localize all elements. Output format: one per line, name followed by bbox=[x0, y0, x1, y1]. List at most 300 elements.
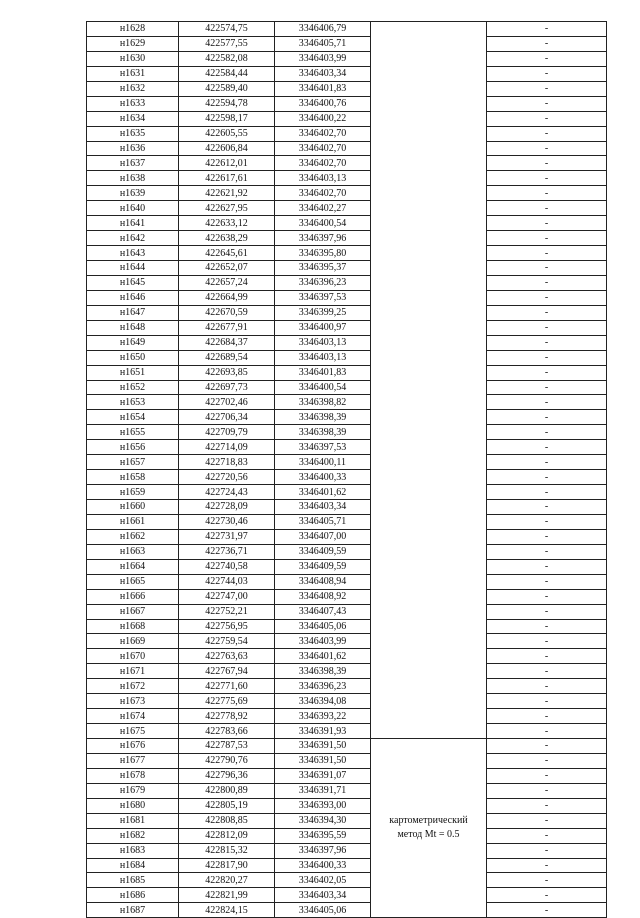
note-cell: - bbox=[487, 440, 607, 455]
note-cell: - bbox=[487, 111, 607, 126]
point-id-cell: н1653 bbox=[87, 395, 179, 410]
y-coordinate-cell: 3346407,43 bbox=[275, 604, 371, 619]
y-coordinate-cell: 3346400,54 bbox=[275, 380, 371, 395]
table-row bbox=[87, 529, 607, 544]
y-coordinate-cell: 3346391,07 bbox=[275, 768, 371, 783]
x-coordinate-cell: 422800,89 bbox=[179, 783, 275, 798]
y-coordinate-cell: 3346408,92 bbox=[275, 589, 371, 604]
table-row bbox=[87, 649, 607, 664]
note-cell: - bbox=[487, 470, 607, 485]
note-cell: - bbox=[487, 634, 607, 649]
note-cell: - bbox=[487, 813, 607, 828]
point-id-cell: н1634 bbox=[87, 111, 179, 126]
point-id-cell: н1682 bbox=[87, 828, 179, 843]
note-cell: - bbox=[487, 753, 607, 768]
x-coordinate-cell: 422584,44 bbox=[179, 66, 275, 81]
x-coordinate-cell: 422617,61 bbox=[179, 171, 275, 186]
note-cell: - bbox=[487, 126, 607, 141]
y-coordinate-cell: 3346391,71 bbox=[275, 783, 371, 798]
note-cell: - bbox=[487, 36, 607, 51]
note-cell: - bbox=[487, 559, 607, 574]
coordinates-table bbox=[86, 21, 607, 918]
point-id-cell: н1663 bbox=[87, 544, 179, 559]
y-coordinate-cell: 3346400,33 bbox=[275, 858, 371, 873]
table-row bbox=[87, 470, 607, 485]
note-cell: - bbox=[487, 574, 607, 589]
y-coordinate-cell: 3346402,70 bbox=[275, 141, 371, 156]
table-row bbox=[87, 440, 607, 455]
x-coordinate-cell: 422808,85 bbox=[179, 813, 275, 828]
y-coordinate-cell: 3346403,99 bbox=[275, 51, 371, 66]
table-row bbox=[87, 634, 607, 649]
x-coordinate-cell: 422574,75 bbox=[179, 22, 275, 37]
table-row bbox=[87, 873, 607, 888]
note-cell: - bbox=[487, 828, 607, 843]
table-row bbox=[87, 888, 607, 903]
note-cell: - bbox=[487, 320, 607, 335]
point-id-cell: н1674 bbox=[87, 709, 179, 724]
y-coordinate-cell: 3346400,22 bbox=[275, 111, 371, 126]
x-coordinate-cell: 422824,15 bbox=[179, 903, 275, 918]
table-row bbox=[87, 171, 607, 186]
y-coordinate-cell: 3346402,70 bbox=[275, 126, 371, 141]
y-coordinate-cell: 3346403,34 bbox=[275, 888, 371, 903]
x-coordinate-cell: 422702,46 bbox=[179, 395, 275, 410]
point-id-cell: н1681 bbox=[87, 813, 179, 828]
table-row bbox=[87, 141, 607, 156]
point-id-cell: н1659 bbox=[87, 485, 179, 500]
table-row bbox=[87, 724, 607, 739]
note-cell: - bbox=[487, 246, 607, 261]
point-id-cell: н1639 bbox=[87, 186, 179, 201]
point-id-cell: н1638 bbox=[87, 171, 179, 186]
point-id-cell: н1655 bbox=[87, 425, 179, 440]
table-row bbox=[87, 231, 607, 246]
note-cell: - bbox=[487, 22, 607, 37]
y-coordinate-cell: 3346395,59 bbox=[275, 828, 371, 843]
x-coordinate-cell: 422709,79 bbox=[179, 425, 275, 440]
table-row bbox=[87, 559, 607, 574]
table-row bbox=[87, 261, 607, 276]
table-row bbox=[87, 455, 607, 470]
table-row bbox=[87, 798, 607, 813]
table-row bbox=[87, 709, 607, 724]
table-row bbox=[87, 903, 607, 918]
y-coordinate-cell: 3346400,11 bbox=[275, 455, 371, 470]
point-id-cell: н1641 bbox=[87, 216, 179, 231]
x-coordinate-cell: 422815,32 bbox=[179, 843, 275, 858]
note-cell: - bbox=[487, 425, 607, 440]
y-coordinate-cell: 3346397,96 bbox=[275, 843, 371, 858]
note-cell: - bbox=[487, 275, 607, 290]
x-coordinate-cell: 422638,29 bbox=[179, 231, 275, 246]
table-row bbox=[87, 36, 607, 51]
table-row bbox=[87, 604, 607, 619]
note-cell: - bbox=[487, 290, 607, 305]
method-text-line1: картометрический bbox=[389, 815, 468, 827]
point-id-cell: н1633 bbox=[87, 96, 179, 111]
table-row bbox=[87, 365, 607, 380]
y-coordinate-cell: 3346403,13 bbox=[275, 350, 371, 365]
y-coordinate-cell: 3346395,80 bbox=[275, 246, 371, 261]
table-row bbox=[87, 275, 607, 290]
y-coordinate-cell: 3346400,76 bbox=[275, 96, 371, 111]
point-id-cell: н1636 bbox=[87, 141, 179, 156]
table-row bbox=[87, 96, 607, 111]
note-cell: - bbox=[487, 186, 607, 201]
note-cell: - bbox=[487, 365, 607, 380]
x-coordinate-cell: 422633,12 bbox=[179, 216, 275, 231]
table-row bbox=[87, 664, 607, 679]
point-id-cell: н1672 bbox=[87, 679, 179, 694]
note-cell: - bbox=[487, 455, 607, 470]
x-coordinate-cell: 422697,73 bbox=[179, 380, 275, 395]
note-cell: - bbox=[487, 664, 607, 679]
y-coordinate-cell: 3346400,97 bbox=[275, 320, 371, 335]
x-coordinate-cell: 422598,17 bbox=[179, 111, 275, 126]
x-coordinate-cell: 422763,63 bbox=[179, 649, 275, 664]
point-id-cell: н1679 bbox=[87, 783, 179, 798]
point-id-cell: н1665 bbox=[87, 574, 179, 589]
note-cell: - bbox=[487, 350, 607, 365]
x-coordinate-cell: 422720,56 bbox=[179, 470, 275, 485]
point-id-cell: н1677 bbox=[87, 753, 179, 768]
note-cell: - bbox=[487, 589, 607, 604]
table-row bbox=[87, 395, 607, 410]
point-id-cell: н1642 bbox=[87, 231, 179, 246]
x-coordinate-cell: 422670,59 bbox=[179, 305, 275, 320]
point-id-cell: н1668 bbox=[87, 619, 179, 634]
note-cell: - bbox=[487, 709, 607, 724]
point-id-cell: н1680 bbox=[87, 798, 179, 813]
table-row bbox=[87, 783, 607, 798]
point-id-cell: н1666 bbox=[87, 589, 179, 604]
point-id-cell: н1635 bbox=[87, 126, 179, 141]
point-id-cell: н1671 bbox=[87, 664, 179, 679]
point-id-cell: н1648 bbox=[87, 320, 179, 335]
table-row bbox=[87, 813, 607, 828]
point-id-cell: н1637 bbox=[87, 156, 179, 171]
y-coordinate-cell: 3346405,71 bbox=[275, 514, 371, 529]
x-coordinate-cell: 422752,21 bbox=[179, 604, 275, 619]
table-row bbox=[87, 574, 607, 589]
y-coordinate-cell: 3346397,53 bbox=[275, 290, 371, 305]
x-coordinate-cell: 422812,09 bbox=[179, 828, 275, 843]
table-row bbox=[87, 753, 607, 768]
y-coordinate-cell: 3346401,83 bbox=[275, 365, 371, 380]
note-cell: - bbox=[487, 679, 607, 694]
note-cell: - bbox=[487, 395, 607, 410]
x-coordinate-cell: 422706,34 bbox=[179, 410, 275, 425]
table-row bbox=[87, 22, 607, 37]
coordinates-table-body bbox=[87, 22, 607, 918]
point-id-cell: н1654 bbox=[87, 410, 179, 425]
x-coordinate-cell: 422589,40 bbox=[179, 81, 275, 96]
note-cell: - bbox=[487, 843, 607, 858]
point-id-cell: н1649 bbox=[87, 335, 179, 350]
table-row bbox=[87, 186, 607, 201]
y-coordinate-cell: 3346397,96 bbox=[275, 231, 371, 246]
x-coordinate-cell: 422652,07 bbox=[179, 261, 275, 276]
x-coordinate-cell: 422756,95 bbox=[179, 619, 275, 634]
method-cell bbox=[371, 739, 487, 918]
note-cell: - bbox=[487, 66, 607, 81]
y-coordinate-cell: 3346402,27 bbox=[275, 201, 371, 216]
note-cell: - bbox=[487, 216, 607, 231]
point-id-cell: н1647 bbox=[87, 305, 179, 320]
point-id-cell: н1657 bbox=[87, 455, 179, 470]
x-coordinate-cell: 422612,01 bbox=[179, 156, 275, 171]
table-row bbox=[87, 694, 607, 709]
x-coordinate-cell: 422577,55 bbox=[179, 36, 275, 51]
point-id-cell: н1676 bbox=[87, 739, 179, 754]
y-coordinate-cell: 3346407,00 bbox=[275, 529, 371, 544]
note-cell: - bbox=[487, 739, 607, 754]
x-coordinate-cell: 422796,36 bbox=[179, 768, 275, 783]
note-cell: - bbox=[487, 514, 607, 529]
point-id-cell: н1678 bbox=[87, 768, 179, 783]
point-id-cell: н1683 bbox=[87, 843, 179, 858]
note-cell: - bbox=[487, 529, 607, 544]
table-row bbox=[87, 425, 607, 440]
y-coordinate-cell: 3346401,62 bbox=[275, 485, 371, 500]
table-row bbox=[87, 350, 607, 365]
note-cell: - bbox=[487, 201, 607, 216]
note-cell: - bbox=[487, 724, 607, 739]
x-coordinate-cell: 422728,09 bbox=[179, 500, 275, 515]
y-coordinate-cell: 3346402,70 bbox=[275, 186, 371, 201]
x-coordinate-cell: 422790,76 bbox=[179, 753, 275, 768]
table-row bbox=[87, 768, 607, 783]
x-coordinate-cell: 422805,19 bbox=[179, 798, 275, 813]
table-row bbox=[87, 514, 607, 529]
y-coordinate-cell: 3346391,93 bbox=[275, 724, 371, 739]
table-row bbox=[87, 335, 607, 350]
x-coordinate-cell: 422718,83 bbox=[179, 455, 275, 470]
point-id-cell: н1644 bbox=[87, 261, 179, 276]
point-id-cell: н1684 bbox=[87, 858, 179, 873]
table-row bbox=[87, 320, 607, 335]
point-id-cell: н1660 bbox=[87, 500, 179, 515]
y-coordinate-cell: 3346393,00 bbox=[275, 798, 371, 813]
note-cell: - bbox=[487, 604, 607, 619]
table-row bbox=[87, 246, 607, 261]
point-id-cell: н1670 bbox=[87, 649, 179, 664]
x-coordinate-cell: 422582,08 bbox=[179, 51, 275, 66]
x-coordinate-cell: 422767,94 bbox=[179, 664, 275, 679]
x-coordinate-cell: 422731,97 bbox=[179, 529, 275, 544]
point-id-cell: н1662 bbox=[87, 529, 179, 544]
x-coordinate-cell: 422621,92 bbox=[179, 186, 275, 201]
x-coordinate-cell: 422657,24 bbox=[179, 275, 275, 290]
note-cell: - bbox=[487, 873, 607, 888]
point-id-cell: н1632 bbox=[87, 81, 179, 96]
table-row bbox=[87, 500, 607, 515]
y-coordinate-cell: 3346401,62 bbox=[275, 649, 371, 664]
note-cell: - bbox=[487, 903, 607, 918]
table-row bbox=[87, 410, 607, 425]
x-coordinate-cell: 422736,71 bbox=[179, 544, 275, 559]
x-coordinate-cell: 422778,92 bbox=[179, 709, 275, 724]
y-coordinate-cell: 3346405,06 bbox=[275, 903, 371, 918]
y-coordinate-cell: 3346391,50 bbox=[275, 739, 371, 754]
x-coordinate-cell: 422783,66 bbox=[179, 724, 275, 739]
y-coordinate-cell: 3346400,54 bbox=[275, 216, 371, 231]
y-coordinate-cell: 3346393,22 bbox=[275, 709, 371, 724]
point-id-cell: н1686 bbox=[87, 888, 179, 903]
table-row bbox=[87, 81, 607, 96]
x-coordinate-cell: 422747,00 bbox=[179, 589, 275, 604]
point-id-cell: н1661 bbox=[87, 514, 179, 529]
y-coordinate-cell: 3346398,82 bbox=[275, 395, 371, 410]
table-row bbox=[87, 156, 607, 171]
point-id-cell: н1646 bbox=[87, 290, 179, 305]
note-cell: - bbox=[487, 888, 607, 903]
table-row bbox=[87, 111, 607, 126]
table-row bbox=[87, 544, 607, 559]
point-id-cell: н1651 bbox=[87, 365, 179, 380]
y-coordinate-cell: 3346396,23 bbox=[275, 679, 371, 694]
x-coordinate-cell: 422787,53 bbox=[179, 739, 275, 754]
note-cell: - bbox=[487, 380, 607, 395]
table-row bbox=[87, 858, 607, 873]
y-coordinate-cell: 3346403,99 bbox=[275, 634, 371, 649]
y-coordinate-cell: 3346398,39 bbox=[275, 664, 371, 679]
x-coordinate-cell: 422820,27 bbox=[179, 873, 275, 888]
table-row bbox=[87, 201, 607, 216]
point-id-cell: н1667 bbox=[87, 604, 179, 619]
note-cell: - bbox=[487, 858, 607, 873]
note-cell: - bbox=[487, 81, 607, 96]
note-cell: - bbox=[487, 410, 607, 425]
y-coordinate-cell: 3346403,34 bbox=[275, 500, 371, 515]
y-coordinate-cell: 3346408,94 bbox=[275, 574, 371, 589]
note-cell: - bbox=[487, 500, 607, 515]
point-id-cell: н1687 bbox=[87, 903, 179, 918]
table-row bbox=[87, 589, 607, 604]
x-coordinate-cell: 422771,60 bbox=[179, 679, 275, 694]
note-cell: - bbox=[487, 783, 607, 798]
point-id-cell: н1630 bbox=[87, 51, 179, 66]
note-cell: - bbox=[487, 305, 607, 320]
point-id-cell: н1645 bbox=[87, 275, 179, 290]
method-cell-empty bbox=[371, 22, 487, 739]
y-coordinate-cell: 3346396,23 bbox=[275, 275, 371, 290]
x-coordinate-cell: 422645,61 bbox=[179, 246, 275, 261]
note-cell: - bbox=[487, 231, 607, 246]
y-coordinate-cell: 3346399,25 bbox=[275, 305, 371, 320]
table-row bbox=[87, 216, 607, 231]
y-coordinate-cell: 3346395,37 bbox=[275, 261, 371, 276]
table-row bbox=[87, 739, 607, 754]
method-text-line2: метод Mt = 0.5 bbox=[397, 829, 460, 841]
y-coordinate-cell: 3346409,59 bbox=[275, 559, 371, 574]
x-coordinate-cell: 422689,54 bbox=[179, 350, 275, 365]
y-coordinate-cell: 3346400,33 bbox=[275, 470, 371, 485]
note-cell: - bbox=[487, 649, 607, 664]
y-coordinate-cell: 3346398,39 bbox=[275, 410, 371, 425]
note-cell: - bbox=[487, 544, 607, 559]
note-cell: - bbox=[487, 619, 607, 634]
point-id-cell: н1643 bbox=[87, 246, 179, 261]
point-id-cell: н1675 bbox=[87, 724, 179, 739]
y-coordinate-cell: 3346406,79 bbox=[275, 22, 371, 37]
x-coordinate-cell: 422817,90 bbox=[179, 858, 275, 873]
x-coordinate-cell: 422677,91 bbox=[179, 320, 275, 335]
point-id-cell: н1658 bbox=[87, 470, 179, 485]
y-coordinate-cell: 3346403,13 bbox=[275, 171, 371, 186]
y-coordinate-cell: 3346409,59 bbox=[275, 544, 371, 559]
y-coordinate-cell: 3346398,39 bbox=[275, 425, 371, 440]
table-row bbox=[87, 619, 607, 634]
x-coordinate-cell: 422740,58 bbox=[179, 559, 275, 574]
x-coordinate-cell: 422684,37 bbox=[179, 335, 275, 350]
point-id-cell: н1629 bbox=[87, 36, 179, 51]
table-row bbox=[87, 305, 607, 320]
table-row bbox=[87, 290, 607, 305]
point-id-cell: н1669 bbox=[87, 634, 179, 649]
point-id-cell: н1628 bbox=[87, 22, 179, 37]
x-coordinate-cell: 422821,99 bbox=[179, 888, 275, 903]
x-coordinate-cell: 422627,95 bbox=[179, 201, 275, 216]
point-id-cell: н1652 bbox=[87, 380, 179, 395]
note-cell: - bbox=[487, 335, 607, 350]
table-row bbox=[87, 679, 607, 694]
table-row bbox=[87, 66, 607, 81]
table-row bbox=[87, 51, 607, 66]
y-coordinate-cell: 3346402,05 bbox=[275, 873, 371, 888]
table-row bbox=[87, 126, 607, 141]
point-id-cell: н1685 bbox=[87, 873, 179, 888]
y-coordinate-cell: 3346405,06 bbox=[275, 619, 371, 634]
x-coordinate-cell: 422724,43 bbox=[179, 485, 275, 500]
note-cell: - bbox=[487, 768, 607, 783]
point-id-cell: н1673 bbox=[87, 694, 179, 709]
x-coordinate-cell: 422759,54 bbox=[179, 634, 275, 649]
point-id-cell: н1664 bbox=[87, 559, 179, 574]
x-coordinate-cell: 422714,09 bbox=[179, 440, 275, 455]
point-id-cell: н1650 bbox=[87, 350, 179, 365]
note-cell: - bbox=[487, 694, 607, 709]
note-cell: - bbox=[487, 156, 607, 171]
x-coordinate-cell: 422730,46 bbox=[179, 514, 275, 529]
table-row bbox=[87, 843, 607, 858]
y-coordinate-cell: 3346403,13 bbox=[275, 335, 371, 350]
y-coordinate-cell: 3346403,34 bbox=[275, 66, 371, 81]
note-cell: - bbox=[487, 141, 607, 156]
point-id-cell: н1656 bbox=[87, 440, 179, 455]
x-coordinate-cell: 422693,85 bbox=[179, 365, 275, 380]
x-coordinate-cell: 422664,99 bbox=[179, 290, 275, 305]
note-cell: - bbox=[487, 96, 607, 111]
point-id-cell: н1631 bbox=[87, 66, 179, 81]
y-coordinate-cell: 3346394,08 bbox=[275, 694, 371, 709]
table-row bbox=[87, 380, 607, 395]
note-cell: - bbox=[487, 171, 607, 186]
y-coordinate-cell: 3346405,71 bbox=[275, 36, 371, 51]
y-coordinate-cell: 3346391,50 bbox=[275, 753, 371, 768]
x-coordinate-cell: 422594,78 bbox=[179, 96, 275, 111]
note-cell: - bbox=[487, 261, 607, 276]
table-row bbox=[87, 828, 607, 843]
y-coordinate-cell: 3346401,83 bbox=[275, 81, 371, 96]
x-coordinate-cell: 422775,69 bbox=[179, 694, 275, 709]
note-cell: - bbox=[487, 798, 607, 813]
x-coordinate-cell: 422606,84 bbox=[179, 141, 275, 156]
point-id-cell: н1640 bbox=[87, 201, 179, 216]
note-cell: - bbox=[487, 485, 607, 500]
y-coordinate-cell: 3346402,70 bbox=[275, 156, 371, 171]
